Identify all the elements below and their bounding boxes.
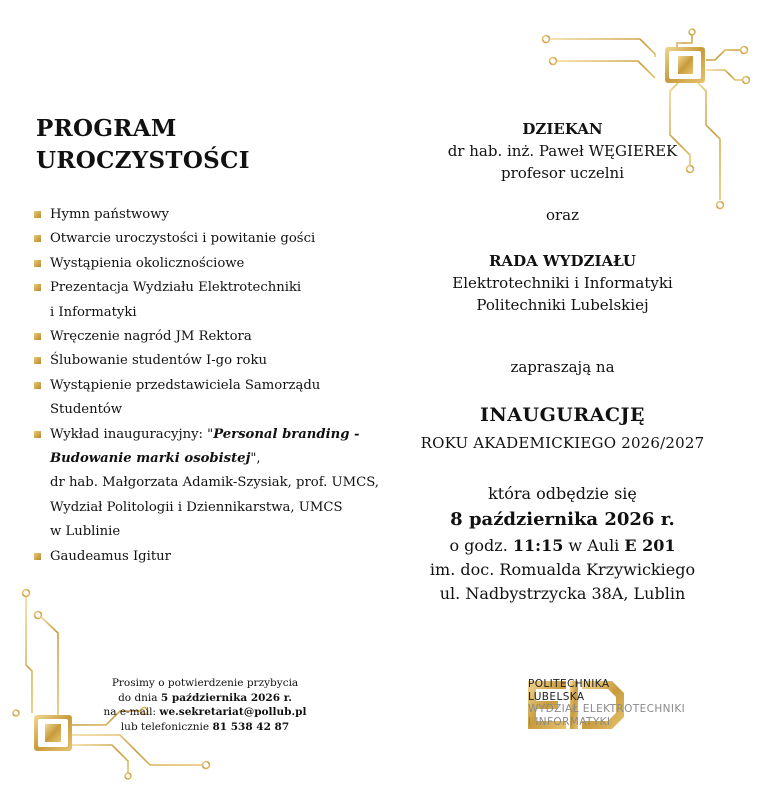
faculty-logo-text — [528, 678, 685, 728]
event-date: 8 października 2026 r. — [450, 509, 675, 530]
rsvp-phone: 81 538 42 87 — [212, 720, 290, 733]
university-name-line1: POLITECHNIKA — [528, 678, 610, 690]
program-item-continuation: i Informatyki — [50, 304, 137, 320]
program-title — [36, 113, 250, 177]
program-item: Hymn państwowy — [33, 203, 393, 227]
rsvp-deadline: 5 października 2026 r. — [160, 691, 292, 704]
dean-name: dr hab. inż. Paweł WĘGIEREK — [447, 142, 678, 160]
which-text: która odbędzie się — [488, 484, 637, 503]
event-time-room: o godz. 11:15 w Auli E 201 — [449, 536, 676, 555]
event-subtitle: ROKU AKADEMICKIEGO 2026/2027 — [420, 434, 705, 452]
rsvp-email[interactable]: we.sekretariat@pollub.pl — [159, 706, 307, 718]
program-item: Wystąpienie przedstawiciela Samorządu — [33, 374, 393, 398]
program-item-continuation: Studentów — [50, 402, 123, 418]
council-line1: Elektrotechniki i Informatyki — [452, 274, 673, 292]
program-item: Wystąpienia okolicznościowe — [33, 252, 393, 276]
program-item: Wręczenie nagród JM Rektora — [33, 325, 393, 349]
university-name-line2: LUBELSKA — [528, 690, 585, 703]
event-details — [390, 482, 735, 606]
program-item-continuation: dr hab. Małgorzata Adamik-Szysiak, prof. UMCS, — [50, 475, 379, 491]
rsvp-line4: lub telefonicznie 81 538 42 87 — [120, 720, 290, 733]
council-title: RADA WYDZIAŁU — [488, 252, 637, 270]
program-title-line2: UROCZYSTOŚCI — [36, 147, 250, 174]
rsvp-line2: do dnia 5 października 2026 r. — [118, 691, 292, 704]
rsvp-block — [100, 676, 310, 734]
program-title-line1: PROGRAM — [36, 115, 177, 142]
program-item-lecture: Wykład inauguracyjny: "Personal branding - — [33, 423, 393, 447]
and-text: oraz — [545, 206, 580, 224]
lecture-title: Budowanie marki osobistej — [50, 451, 251, 467]
event-time: 11:15 — [512, 536, 564, 555]
program-item: Otwarcie uroczystości i powitanie gości — [33, 227, 393, 251]
dean-title: DZIEKAN — [522, 120, 603, 138]
invite-text: zapraszają na — [510, 358, 615, 376]
rsvp-line3: na e-mail: we.sekretariat@pollub.pl — [103, 706, 307, 718]
council-block — [390, 250, 735, 316]
program-item-continuation: Wydział Politologii i Dziennikarstwa, UMCS — [50, 499, 343, 515]
lecture-title: Personal branding - — [213, 426, 360, 442]
event-title: INAUGURACJĘ — [480, 404, 645, 426]
dean-block — [390, 118, 735, 184]
program-item: Prezentacja Wydziału Elektrotechniki — [33, 276, 393, 300]
program-item-continuation: w Lublinie — [50, 524, 121, 540]
program-item-continuation: Budowanie marki osobistej", — [50, 451, 261, 467]
faculty-name-line2: I INFORMATYKI — [528, 715, 611, 728]
faculty-name-line1: WYDZIAŁ ELEKTROTECHNIKI — [528, 703, 686, 715]
dean-position: profesor uczelni — [501, 164, 624, 182]
rsvp-line1: Prosimy o potwierdzenie przybycia — [111, 677, 299, 689]
hall-name: im. doc. Romualda Krzywickiego — [429, 560, 696, 579]
council-line2: Politechniki Lubelskiej — [476, 296, 649, 314]
event-address: ul. Nadbystrzycka 38A, Lublin — [439, 584, 686, 603]
program-item: Ślubowanie studentów I-go roku — [33, 349, 393, 373]
program-list — [33, 203, 393, 569]
event-room: E 201 — [624, 536, 676, 555]
program-item: Gaudeamus Igitur — [33, 545, 393, 569]
